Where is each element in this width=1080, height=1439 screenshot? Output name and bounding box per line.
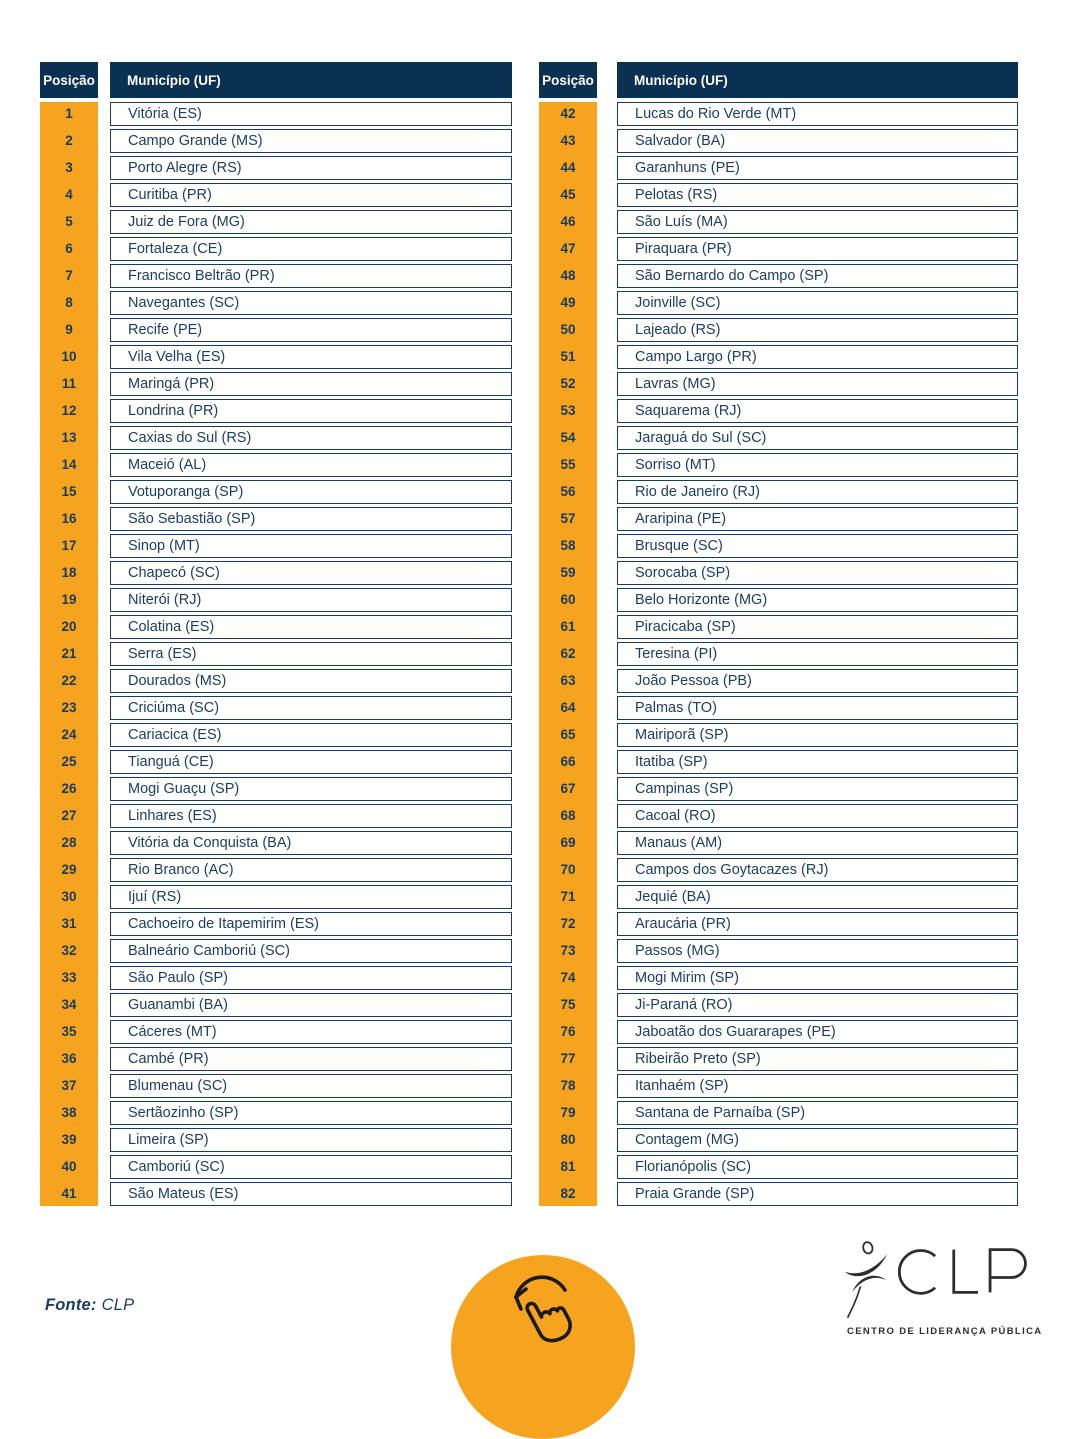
municipality-cell: Saquarema (RJ) — [617, 399, 1018, 423]
clp-wordmark — [893, 1244, 1035, 1298]
municipality-column-header: Município (UF) — [617, 62, 1018, 98]
municipality-cell: Piraquara (PR) — [617, 237, 1018, 261]
position-cell: 55 — [560, 457, 576, 472]
municipality-cell: Maringá (PR) — [110, 372, 512, 396]
position-cell: 8 — [65, 295, 73, 310]
position-cell: 49 — [560, 295, 576, 310]
municipality-cell: Blumenau (SC) — [110, 1074, 512, 1098]
municipality-cell: Vitória da Conquista (BA) — [110, 831, 512, 855]
municipality-cell: São Luís (MA) — [617, 210, 1018, 234]
municipality-cell: Pelotas (RS) — [617, 183, 1018, 207]
municipality-cell: Ijuí (RS) — [110, 885, 512, 909]
position-cell: 24 — [61, 727, 77, 742]
position-cell: 37 — [61, 1078, 77, 1093]
municipality-cell: Piracicaba (SP) — [617, 615, 1018, 639]
municipality-cell: Recife (PE) — [110, 318, 512, 342]
position-cell: 58 — [560, 538, 576, 553]
municipality-cell: Mairiporã (SP) — [617, 723, 1018, 747]
hand-swipe-left-icon — [503, 1267, 583, 1347]
municipality-cell: Votuporanga (SP) — [110, 480, 512, 504]
table-body — [539, 102, 1018, 1206]
municipality-cell: Sorocaba (SP) — [617, 561, 1018, 585]
position-cell: 59 — [560, 565, 576, 580]
position-cell: 10 — [61, 349, 77, 364]
municipality-cell: Colatina (ES) — [110, 615, 512, 639]
table-header — [40, 62, 512, 98]
position-cell: 30 — [61, 889, 77, 904]
municipality-cell: Campo Grande (MS) — [110, 129, 512, 153]
position-cell: 75 — [560, 997, 576, 1012]
position-cell: 12 — [61, 403, 77, 418]
position-cell: 50 — [560, 322, 576, 337]
position-cell: 78 — [560, 1078, 576, 1093]
position-cell: 16 — [61, 511, 77, 526]
position-cell: 43 — [560, 133, 576, 148]
ranking-table-left — [40, 62, 512, 1206]
position-cell: 22 — [61, 673, 77, 688]
position-cell: 72 — [560, 916, 576, 931]
position-cell: 38 — [61, 1105, 77, 1120]
position-column-header: Posição — [40, 62, 98, 98]
municipality-cell: Lavras (MG) — [617, 372, 1018, 396]
position-cell: 9 — [65, 322, 73, 337]
municipality-cell: Rio de Janeiro (RJ) — [617, 480, 1018, 504]
municipality-cell: Lajeado (RS) — [617, 318, 1018, 342]
municipality-cell: Sinop (MT) — [110, 534, 512, 558]
position-cell: 14 — [61, 457, 77, 472]
municipality-cell: São Bernardo do Campo (SP) — [617, 264, 1018, 288]
position-cell: 68 — [560, 808, 576, 823]
position-cell: 34 — [61, 997, 77, 1012]
source-note — [45, 1296, 134, 1315]
municipality-cell: Mogi Mirim (SP) — [617, 966, 1018, 990]
position-cell: 4 — [65, 187, 73, 202]
position-cell: 66 — [560, 754, 576, 769]
municipality-cell: Manaus (AM) — [617, 831, 1018, 855]
position-cell: 61 — [560, 619, 576, 634]
municipality-cell: Praia Grande (SP) — [617, 1182, 1018, 1206]
municipality-cell: Araripina (PE) — [617, 507, 1018, 531]
municipality-cell: Teresina (PI) — [617, 642, 1018, 666]
position-cell: 29 — [61, 862, 77, 877]
position-cell: 13 — [61, 430, 77, 445]
position-cell: 62 — [560, 646, 576, 661]
municipality-cell: Ribeirão Preto (SP) — [617, 1047, 1018, 1071]
position-cell: 48 — [560, 268, 576, 283]
municipality-cell: Niterói (RJ) — [110, 588, 512, 612]
position-cell: 71 — [560, 889, 576, 904]
municipality-cell: Mogi Guaçu (SP) — [110, 777, 512, 801]
position-cell: 82 — [560, 1186, 576, 1201]
position-cell: 74 — [560, 970, 576, 985]
municipality-cell: Juiz de Fora (MG) — [110, 210, 512, 234]
position-cell: 45 — [560, 187, 576, 202]
municipality-cell: Vila Velha (ES) — [110, 345, 512, 369]
position-cell: 3 — [65, 160, 73, 175]
municipality-cell: Belo Horizonte (MG) — [617, 588, 1018, 612]
municipality-cell: Campos dos Goytacazes (RJ) — [617, 858, 1018, 882]
municipality-cell: Francisco Beltrão (PR) — [110, 264, 512, 288]
position-cell: 17 — [61, 538, 77, 553]
position-cell: 47 — [560, 241, 576, 256]
position-cell: 23 — [61, 700, 77, 715]
municipality-cell: Chapecó (SC) — [110, 561, 512, 585]
municipality-cell: Londrina (PR) — [110, 399, 512, 423]
municipality-cell: Jequié (BA) — [617, 885, 1018, 909]
municipality-cell: Curitiba (PR) — [110, 183, 512, 207]
position-cell: 33 — [61, 970, 77, 985]
position-cell: 32 — [61, 943, 77, 958]
municipality-cell: Sertãozinho (SP) — [110, 1101, 512, 1125]
position-cell: 21 — [61, 646, 77, 661]
position-cell: 1 — [65, 106, 73, 121]
position-cell: 56 — [560, 484, 576, 499]
position-cell: 44 — [560, 160, 576, 175]
municipality-cell: Santana de Parnaíba (SP) — [617, 1101, 1018, 1125]
source-value: CLP — [101, 1296, 135, 1314]
municipality-cell: Passos (MG) — [617, 939, 1018, 963]
municipality-cell: Palmas (TO) — [617, 696, 1018, 720]
municipality-cell: Cachoeiro de Itapemirim (ES) — [110, 912, 512, 936]
position-cell: 76 — [560, 1024, 576, 1039]
position-cell: 31 — [61, 916, 77, 931]
municipality-cell: Criciúma (SC) — [110, 696, 512, 720]
ranking-table-right — [539, 62, 1018, 1206]
position-cell: 57 — [560, 511, 576, 526]
position-cell: 46 — [560, 214, 576, 229]
municipality-cell: Fortaleza (CE) — [110, 237, 512, 261]
table-header — [539, 62, 1018, 98]
municipality-cell: João Pessoa (PB) — [617, 669, 1018, 693]
position-cell: 36 — [61, 1051, 77, 1066]
municipality-cell: Sorriso (MT) — [617, 453, 1018, 477]
position-cell: 77 — [560, 1051, 576, 1066]
clp-logo — [843, 1238, 1043, 1337]
municipality-cell: Salvador (BA) — [617, 129, 1018, 153]
position-cell: 54 — [560, 430, 576, 445]
municipality-column — [110, 102, 512, 1206]
position-column — [539, 102, 597, 1206]
municipality-cell: Linhares (ES) — [110, 804, 512, 828]
position-cell: 69 — [560, 835, 576, 850]
position-cell: 42 — [560, 106, 576, 121]
municipality-cell: Jaboatão dos Guararapes (PE) — [617, 1020, 1018, 1044]
position-cell: 28 — [61, 835, 77, 850]
position-cell: 67 — [560, 781, 576, 796]
table-body — [40, 102, 512, 1206]
position-cell: 64 — [560, 700, 576, 715]
position-cell: 41 — [61, 1186, 77, 1201]
position-cell: 19 — [61, 592, 77, 607]
position-cell: 73 — [560, 943, 576, 958]
position-column — [40, 102, 98, 1206]
position-cell: 35 — [61, 1024, 77, 1039]
municipality-cell: Guanambi (BA) — [110, 993, 512, 1017]
position-cell: 80 — [560, 1132, 576, 1147]
municipality-cell: Campo Largo (PR) — [617, 345, 1018, 369]
position-cell: 11 — [61, 376, 77, 391]
municipality-cell: Cariacica (ES) — [110, 723, 512, 747]
position-cell: 53 — [560, 403, 576, 418]
position-cell: 6 — [65, 241, 73, 256]
municipality-cell: Camboriú (SC) — [110, 1155, 512, 1179]
municipality-cell: Cáceres (MT) — [110, 1020, 512, 1044]
municipality-cell: Lucas do Rio Verde (MT) — [617, 102, 1018, 126]
municipality-cell: Joinville (SC) — [617, 291, 1018, 315]
source-label: Fonte: — [45, 1296, 97, 1314]
position-cell: 40 — [61, 1159, 77, 1174]
municipality-cell: Balneário Camboriú (SC) — [110, 939, 512, 963]
position-cell: 15 — [61, 484, 77, 499]
municipality-cell: Brusque (SC) — [617, 534, 1018, 558]
position-cell: 65 — [560, 727, 576, 742]
position-cell: 70 — [560, 862, 576, 877]
municipality-cell: Contagem (MG) — [617, 1128, 1018, 1152]
municipality-cell: Rio Branco (AC) — [110, 858, 512, 882]
municipality-cell: Maceió (AL) — [110, 453, 512, 477]
position-cell: 79 — [560, 1105, 576, 1120]
position-cell: 81 — [560, 1159, 576, 1174]
municipality-cell: Garanhuns (PE) — [617, 156, 1018, 180]
position-cell: 2 — [65, 133, 73, 148]
position-cell: 51 — [560, 349, 576, 364]
municipality-column-header: Município (UF) — [110, 62, 512, 98]
position-cell: 20 — [61, 619, 77, 634]
municipality-cell: Araucária (PR) — [617, 912, 1018, 936]
position-cell: 39 — [61, 1132, 77, 1147]
position-cell: 27 — [61, 808, 77, 823]
municipality-cell: Vitória (ES) — [110, 102, 512, 126]
position-cell: 18 — [61, 565, 77, 580]
municipality-cell: Itatiba (SP) — [617, 750, 1018, 774]
municipality-cell: São Sebastião (SP) — [110, 507, 512, 531]
municipality-cell: Florianópolis (SC) — [617, 1155, 1018, 1179]
municipality-cell: Limeira (SP) — [110, 1128, 512, 1152]
municipality-cell: Porto Alegre (RS) — [110, 156, 512, 180]
position-cell: 25 — [61, 754, 77, 769]
municipality-cell: Itanhaém (SP) — [617, 1074, 1018, 1098]
municipality-cell: Navegantes (SC) — [110, 291, 512, 315]
position-cell: 5 — [65, 214, 73, 229]
municipality-cell: Dourados (MS) — [110, 669, 512, 693]
municipality-cell: Campinas (SP) — [617, 777, 1018, 801]
municipality-cell: São Paulo (SP) — [110, 966, 512, 990]
swipe-indicator[interactable] — [451, 1255, 635, 1439]
municipality-cell: Ji-Paraná (RO) — [617, 993, 1018, 1017]
municipality-cell: Cacoal (RO) — [617, 804, 1018, 828]
position-cell: 26 — [61, 781, 77, 796]
clp-tagline: CENTRO DE LIDERANÇA PÚBLICA — [847, 1326, 1043, 1337]
position-cell: 7 — [65, 268, 73, 283]
municipality-cell: São Mateus (ES) — [110, 1182, 512, 1206]
position-column-header: Posição — [539, 62, 597, 98]
municipality-cell: Serra (ES) — [110, 642, 512, 666]
municipality-cell: Caxias do Sul (RS) — [110, 426, 512, 450]
leaping-person-icon — [843, 1240, 889, 1320]
municipality-cell: Cambé (PR) — [110, 1047, 512, 1071]
municipality-cell: Tianguá (CE) — [110, 750, 512, 774]
position-cell: 63 — [560, 673, 576, 688]
position-cell: 52 — [560, 376, 576, 391]
position-cell: 60 — [560, 592, 576, 607]
municipality-column — [617, 102, 1018, 1206]
municipality-cell: Jaraguá do Sul (SC) — [617, 426, 1018, 450]
